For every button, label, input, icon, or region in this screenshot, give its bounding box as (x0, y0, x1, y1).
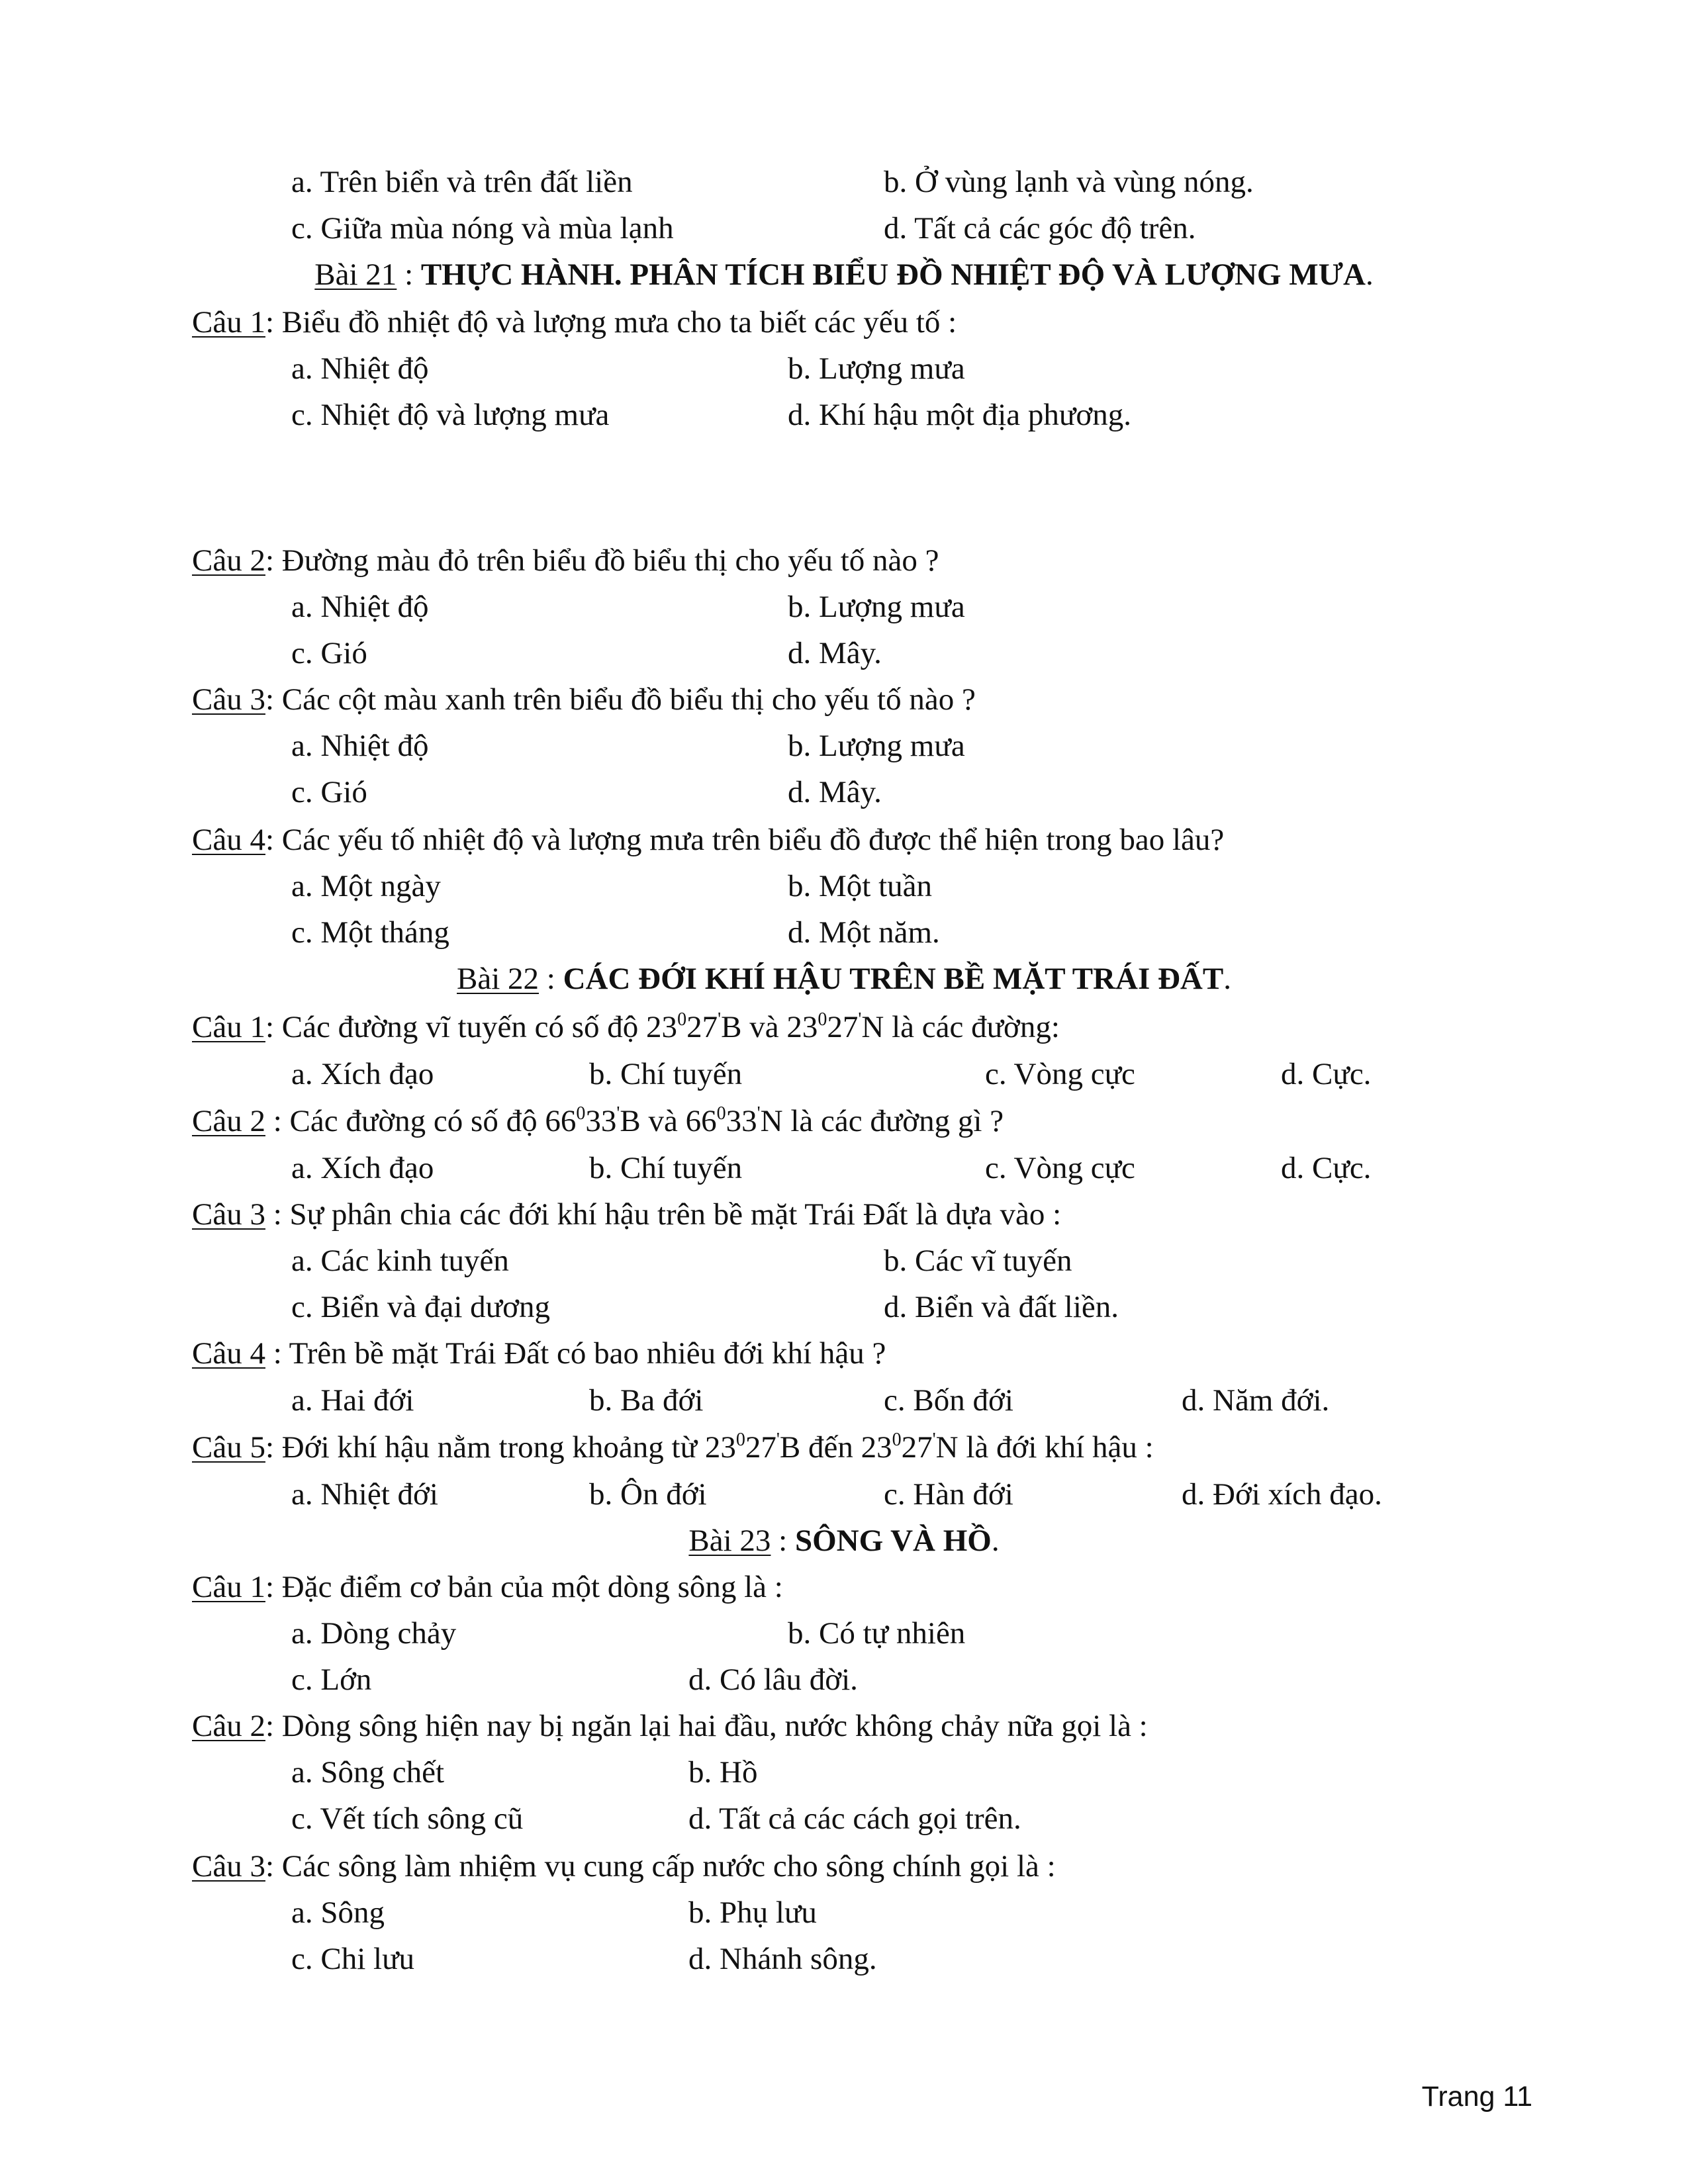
option-row (0, 1749, 1688, 1796)
option-d: d. Nhánh sông. (688, 1942, 877, 1976)
lesson-heading-21 (0, 251, 1688, 298)
option-a: a. Các kinh tuyến (291, 1244, 509, 1278)
question (0, 676, 1688, 723)
question (0, 299, 1688, 345)
question-text: : Các đường có số độ 66 (265, 1104, 577, 1138)
question-label: Câu 2 (192, 1104, 265, 1138)
option-c: c. Bốn đới (884, 1383, 1013, 1418)
question-text: : Các yếu tố nhiệt độ và lượng mưa trên biểu đồ được thể hiện trong bao lâu? (265, 823, 1225, 857)
question-text: 27 (827, 1010, 859, 1044)
option-d: d. Mây. (788, 636, 882, 670)
option-b: b. Chí tuyến (589, 1151, 743, 1185)
question-text: B và 66 (620, 1104, 717, 1138)
page-number: Trang 11 (1421, 2081, 1532, 2113)
option-row (0, 205, 1688, 251)
question (0, 817, 1688, 863)
option-row (0, 1889, 1688, 1936)
option-row (0, 1377, 1688, 1424)
lesson-heading-23 (0, 1518, 1688, 1564)
option-b: b. Lượng mưa (788, 590, 965, 624)
option-d: d. Biển và đất liền. (884, 1290, 1119, 1324)
option-c: c. Lớn (291, 1662, 372, 1697)
degree-mark: 0 (576, 1103, 586, 1124)
option-row (0, 1284, 1688, 1330)
option-row (0, 1657, 1688, 1703)
option-d: d. Tất cả các góc độ trên. (884, 211, 1196, 246)
question (0, 1424, 1688, 1471)
option-row (0, 1610, 1688, 1657)
question-label: Câu 2 (192, 1709, 265, 1743)
question-text: N là các đường gì ? (760, 1104, 1004, 1138)
option-d: d. Đới xích đạo. (1182, 1477, 1382, 1512)
option-row (0, 863, 1688, 909)
question-text: : Sự phân chia các đới khí hậu trên bề mặt Trái Đất là dựa vào : (265, 1197, 1062, 1232)
option-d: d. Một năm. (788, 915, 940, 950)
option-c: c. Vòng cực (985, 1057, 1135, 1091)
option-c: c. Một tháng (291, 915, 449, 950)
question-text: : Các sông làm nhiệm vụ cung cấp nước cho sông chính gọi là : (265, 1849, 1056, 1884)
option-row (0, 1238, 1688, 1284)
option-row (0, 1796, 1688, 1842)
minute-mark: ' (932, 1430, 936, 1450)
question-label: Câu 1 (192, 1570, 265, 1604)
option-b: b. Có tự nhiên (788, 1616, 966, 1651)
option-row (0, 159, 1688, 205)
minute-mark: ' (776, 1430, 780, 1450)
option-a: a. Trên biển và trên đất liền (291, 165, 633, 199)
option-row (0, 1051, 1688, 1097)
minute-mark: ' (858, 1009, 862, 1030)
option-a: a. Dòng chảy (291, 1616, 457, 1651)
option-a: a. Nhiệt độ (291, 729, 429, 763)
option-b: b. Lượng mưa (788, 729, 965, 763)
question-text: 27 (745, 1430, 776, 1465)
option-row (0, 630, 1688, 676)
option-row (0, 1145, 1688, 1191)
degree-mark: 0 (716, 1103, 726, 1124)
option-row (0, 1936, 1688, 1982)
lesson-end: . (1365, 257, 1374, 292)
question-label: Câu 5 (192, 1430, 265, 1465)
option-d: d. Mây. (788, 775, 882, 809)
option-a: a. Hai đới (291, 1383, 414, 1418)
option-row (0, 769, 1688, 815)
question (0, 1843, 1688, 1889)
option-a: a. Nhiệt độ (291, 590, 429, 624)
option-a: a. Một ngày (291, 869, 441, 903)
option-a: a. Xích đạo (291, 1151, 434, 1185)
lesson-end: . (1223, 962, 1231, 996)
option-d: d. Tất cả các cách gọi trên. (688, 1801, 1021, 1836)
lesson-title: SÔNG VÀ HỒ (794, 1524, 992, 1558)
option-a: a. Nhiệt độ (291, 351, 429, 386)
option-row (0, 392, 1688, 438)
question-text: : Các đường vĩ tuyến có số độ 23 (265, 1010, 678, 1044)
question-text: 33 (585, 1104, 617, 1138)
question (0, 537, 1688, 584)
question (0, 1004, 1688, 1050)
option-b: b. Ở vùng lạnh và vùng nóng. (884, 165, 1254, 199)
lesson-title: CÁC ĐỚI KHÍ HẬU TRÊN BỀ MẶT TRÁI ĐẤT (563, 962, 1224, 996)
option-b: b. Ba đới (589, 1383, 704, 1418)
option-d: d. Có lâu đời. (688, 1662, 858, 1697)
question-text: : Biểu đồ nhiệt độ và lượng mưa cho ta biết các yếu tố : (265, 305, 957, 340)
question-text: 27 (686, 1010, 718, 1044)
option-d: d. Cực. (1281, 1057, 1372, 1091)
degree-mark: 0 (735, 1430, 745, 1450)
minute-mark: ' (616, 1103, 620, 1124)
option-c: c. Nhiệt độ và lượng mưa (291, 398, 610, 432)
option-c: c. Chi lưu (291, 1942, 415, 1976)
question (0, 1564, 1688, 1610)
question-label: Câu 1 (192, 305, 265, 340)
option-d: d. Cực. (1281, 1151, 1372, 1185)
question-label: Câu 4 (192, 1336, 265, 1371)
option-c: c. Vết tích sông cũ (291, 1801, 524, 1836)
lesson-separator: : (397, 257, 421, 292)
degree-mark: 0 (818, 1009, 827, 1030)
option-c: c. Biển và đại dương (291, 1290, 550, 1324)
question-text: : Các cột màu xanh trên biểu đồ biểu thị cho yếu tố nào ? (265, 682, 976, 717)
question-text: : Đặc điểm cơ bản của một dòng sông là : (265, 1570, 783, 1604)
option-b: b. Một tuần (788, 869, 933, 903)
option-a: a. Nhiệt đới (291, 1477, 438, 1512)
question (0, 1191, 1688, 1238)
option-c: c. Giữa mùa nóng và mùa lạnh (291, 211, 674, 246)
option-b: b. Lượng mưa (788, 351, 965, 386)
question (0, 1330, 1688, 1377)
option-b: b. Các vĩ tuyến (884, 1244, 1072, 1278)
option-d: d. Năm đới. (1182, 1383, 1330, 1418)
option-c: c. Vòng cực (985, 1151, 1135, 1185)
lesson-separator: : (539, 962, 563, 996)
question-text: N là các đường: (861, 1010, 1060, 1044)
lesson-heading-22 (0, 956, 1688, 1002)
question-text: : Trên bề mặt Trái Đất có bao nhiêu đới khí hậu ? (265, 1336, 886, 1371)
minute-mark: ' (718, 1009, 722, 1030)
option-b: b. Phụ lưu (688, 1895, 817, 1930)
option-c: c. Hàn đới (884, 1477, 1013, 1512)
lesson-number: Bài 23 (688, 1524, 771, 1558)
option-d: d. Khí hậu một địa phương. (788, 398, 1131, 432)
question-text: B và 23 (721, 1010, 818, 1044)
option-c: c. Gió (291, 636, 367, 670)
question-label: Câu 4 (192, 823, 265, 857)
option-a: a. Sông chết (291, 1755, 445, 1790)
question-text: N là đới khí hậu : (935, 1430, 1154, 1465)
lesson-separator: : (771, 1524, 795, 1558)
question-text: : Đới khí hậu nằm trong khoảng từ 23 (265, 1430, 736, 1465)
minute-mark: ' (757, 1103, 761, 1124)
question (0, 1703, 1688, 1749)
option-row (0, 584, 1688, 630)
option-row (0, 723, 1688, 769)
option-a: a. Sông (291, 1895, 385, 1930)
question-text: : Đường màu đỏ trên biểu đồ biểu thị cho yếu tố nào ? (265, 543, 939, 578)
option-row (0, 1471, 1688, 1518)
option-row (0, 909, 1688, 956)
option-b: b. Ôn đới (589, 1477, 707, 1512)
lesson-end: . (991, 1524, 1000, 1558)
lesson-number: Bài 22 (457, 962, 539, 996)
question-label: Câu 3 (192, 682, 265, 717)
question-text: 33 (726, 1104, 757, 1138)
option-row (0, 345, 1688, 392)
question-text: 27 (901, 1430, 933, 1465)
question-label: Câu 3 (192, 1849, 265, 1884)
option-b: b. Hồ (688, 1755, 758, 1790)
lesson-number: Bài 21 (314, 257, 397, 292)
option-a: a. Xích đạo (291, 1057, 434, 1091)
question-label: Câu 2 (192, 543, 265, 578)
question (0, 1098, 1688, 1144)
question-text: B đến 23 (779, 1430, 892, 1465)
question-label: Câu 1 (192, 1010, 265, 1044)
degree-mark: 0 (677, 1009, 687, 1030)
option-c: c. Gió (291, 775, 367, 809)
question-text: : Dòng sông hiện nay bị ngăn lại hai đầu, nước không chảy nữa gọi là : (265, 1709, 1148, 1743)
option-b: b. Chí tuyến (589, 1057, 743, 1091)
question-label: Câu 3 (192, 1197, 265, 1232)
lesson-title: THỰC HÀNH. PHÂN TÍCH BIỂU ĐỒ NHIỆT ĐỘ VÀ LƯỢNG MƯA (420, 257, 1366, 292)
degree-mark: 0 (892, 1430, 902, 1450)
